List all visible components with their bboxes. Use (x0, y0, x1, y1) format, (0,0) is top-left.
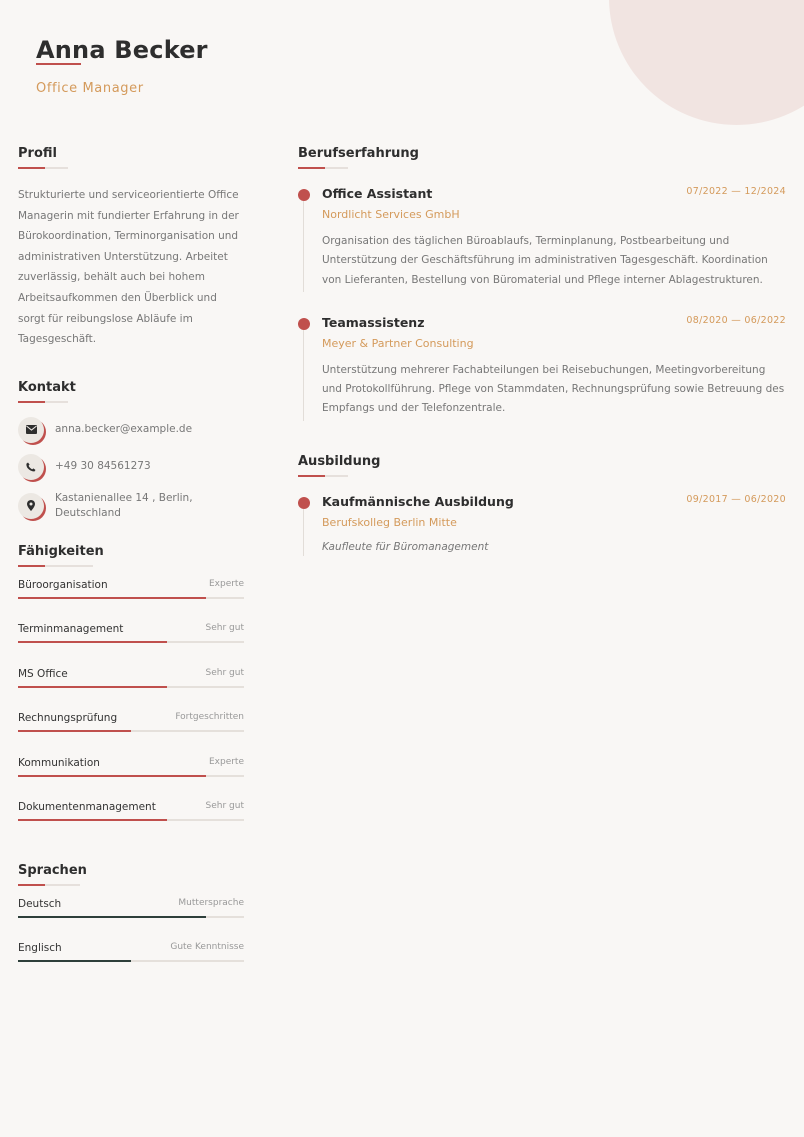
entry-date: 07/2022 — 12/2024 (686, 186, 786, 197)
skill-bar-fill (18, 819, 167, 821)
entry-school: Berufskolleg Berlin Mitte (322, 515, 457, 529)
contact-section (18, 379, 244, 521)
section-rule (18, 565, 93, 567)
language-item (18, 938, 244, 983)
skill-name: Kommunikation (18, 756, 100, 769)
entry-title: Teamassistenz (322, 314, 425, 330)
skill-level: Sehr gut (205, 667, 244, 678)
entry-company: Nordlicht Services GmbH (322, 208, 460, 221)
education-entry (298, 491, 786, 556)
language-level: Muttersprache (178, 897, 244, 908)
skill-level: Fortgeschritten (175, 712, 244, 723)
timeline-dot (298, 497, 310, 509)
profile-section (18, 145, 244, 350)
entry-title: Office Assistant (322, 186, 433, 201)
contact-phone[interactable] (18, 454, 244, 480)
entry-company: Meyer & Partner Consulting (322, 336, 474, 350)
skill-name: Büroorganisation (18, 578, 108, 591)
entry-date: 09/2017 — 06/2020 (686, 493, 786, 505)
section-rule (18, 167, 68, 169)
skill-bar (18, 775, 244, 777)
languages-section (18, 862, 244, 983)
skill-item (18, 664, 244, 709)
section-rule (298, 167, 348, 169)
skill-item (18, 619, 244, 664)
skill-bar-fill (18, 686, 167, 688)
skill-item (18, 797, 244, 842)
skill-item (18, 575, 244, 620)
skill-item (18, 708, 244, 753)
language-item (18, 894, 244, 939)
section-title-contact: Kontakt (18, 379, 76, 395)
resume-header (36, 34, 208, 96)
skill-bar-fill (18, 597, 206, 599)
skill-bar (18, 597, 244, 599)
experience-entry (298, 312, 786, 421)
skill-name: Dokumentenmanagement (18, 801, 156, 814)
phone-icon (18, 454, 44, 480)
contact-phone-text: +49 30 84561273 (55, 460, 151, 473)
language-level: Gute Kenntnisse (170, 942, 244, 953)
skill-level: Experte (208, 578, 244, 589)
experience-entry (298, 183, 786, 292)
skill-level: Sehr gut (205, 801, 244, 812)
education-section (298, 453, 786, 556)
entry-date: 08/2020 — 06/2022 (686, 314, 786, 326)
section-rule (18, 884, 80, 886)
timeline-line (303, 509, 304, 556)
skill-item (18, 753, 244, 798)
decorative-circle (609, 0, 804, 125)
timeline-line (303, 330, 304, 421)
entry-description: Organisation des täglichen Büroablaufs, Terminplanung, Postbearbeitung und Unterstützung der Geschäftsführung im administrativen Tagesgeschäft. Koordination von Lieferanten, Bestellung von Büromaterial und Pflege interner Ablagestrukturen. (322, 235, 768, 286)
language-bar-fill (18, 960, 131, 962)
entry-description: Unterstützung mehrerer Fachabteilungen bei Reisebuchungen, Meetingvorbereitung und Protokollführung. Pflege von Stammdaten, Rechnungsprüfung sowie Betreuung des Empfangs und der Telefonzentrale. (322, 363, 785, 415)
section-rule (18, 401, 68, 403)
contact-address (18, 491, 244, 521)
language-bar (18, 960, 244, 962)
skill-level: Experte (208, 756, 244, 767)
timeline-dot (298, 318, 310, 330)
skill-bar (18, 819, 244, 821)
skill-name: Terminmanagement (18, 623, 124, 636)
profile-text: Strukturierte und serviceorientierte Office Managerin mit fundierter Erfahrung in der Bürokoordination, Terminorganisation und administrativen Unterstützung. Arbeitet zuverlässig, behält auch bei hohem Arbeitsaufkommen den Überblick und sorgt für reibungslose Abläufe im Tagesgeschäft. (18, 189, 239, 346)
timeline-line (303, 201, 304, 292)
section-title-experience: Berufserfahrung (298, 146, 419, 161)
section-title-profile: Profil (18, 146, 57, 161)
left-column (18, 145, 244, 983)
entry-note: Kaufleute für Büromanagement (322, 540, 489, 553)
language-bar (18, 916, 244, 918)
skills-section (18, 543, 244, 842)
skill-bar-fill (18, 641, 167, 643)
contact-address-text: Kastanienallee 14 , Berlin, Deutschland (55, 491, 193, 519)
skill-level: Sehr gut (205, 623, 244, 634)
language-bar-fill (18, 916, 206, 918)
entry-title: Kaufmännische Ausbildung (322, 493, 514, 509)
section-title-skills: Fähigkeiten (18, 543, 104, 559)
right-column (298, 145, 786, 556)
skill-bar-fill (18, 730, 131, 732)
envelope-icon (18, 417, 44, 443)
person-name: Anna Becker (36, 36, 208, 64)
contact-email[interactable] (18, 417, 244, 443)
section-title-languages: Sprachen (18, 862, 87, 878)
job-title: Office Manager (36, 81, 144, 96)
contact-email-text: anna.becker@example.de (55, 423, 193, 436)
section-rule (298, 475, 348, 477)
skill-bar (18, 730, 244, 732)
skill-name: Rechnungsprüfung (18, 712, 118, 725)
skill-name: MS Office (18, 667, 68, 680)
skill-bar-fill (18, 775, 206, 777)
skill-bar (18, 641, 244, 643)
experience-section (298, 145, 786, 421)
language-name: Deutsch (18, 897, 62, 910)
section-title-education: Ausbildung (298, 453, 381, 469)
timeline-dot (298, 189, 310, 201)
language-name: Englisch (18, 942, 62, 955)
skill-bar (18, 686, 244, 688)
location-pin-icon (18, 493, 44, 519)
